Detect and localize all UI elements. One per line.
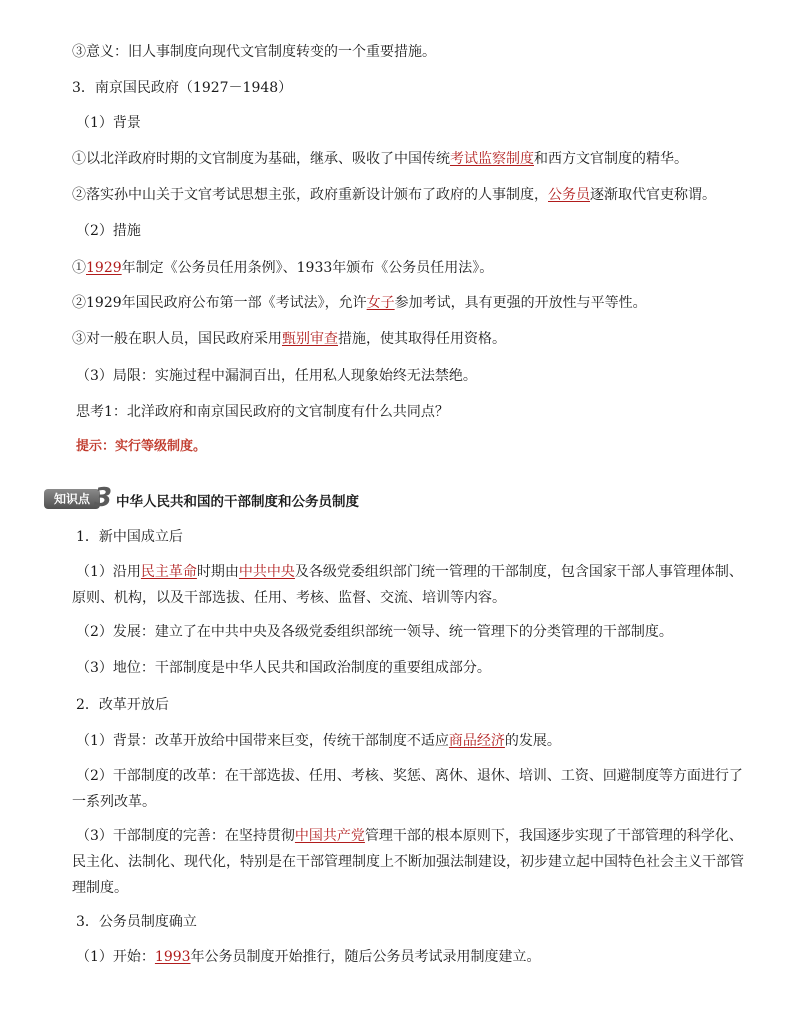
badge-number: 3 [94,483,113,513]
paragraph-adopt: （1）沿用民主革命时期由中共中央及各级党委组织部门统一管理的干部制度，包含国家干部人事管理体制、原则、机构，以及干部选拔、任用、考核、监督、交流、培训等内容。 [72,564,743,606]
paragraph-status: （3）地位：干部制度是中华人民共和国政治制度的重要组成部分。 [76,660,491,676]
heading-new-china: 1．新中国成立后 [76,529,183,545]
heading-reform: 2．改革开放后 [76,697,169,713]
keyword-democratic-revolution: 民主革命 [140,564,197,580]
heading-civil-service: 3．公务员制度确立 [76,914,197,930]
subheading-background: （1）背景 [76,115,141,131]
keyword-screening: 甄别审查 [282,331,338,347]
paragraph-cadre-reform: （2）干部制度的改革：在干部选拔、任用、考核、奖惩、离休、退休、培训、工资、回避制度等方面进行了一系列改革。 [72,768,743,810]
line-measures-3: ③对一般在职人员，国民政府采用甄别审查措施，使其取得任用资格。 [72,331,506,347]
section-title: 中华人民共和国的干部制度和公务员制度 [116,494,359,510]
keyword-cpc-central: 中共中央 [238,564,295,580]
keyword-civil-servant: 公务员 [548,187,590,203]
line-background-1: ①以北洋政府时期的文官制度为基础，继承、吸收了中国传统考试监察制度和西方文官制度的精华。 [72,151,688,167]
line-limitation: （3）局限：实施过程中漏洞百出，任用私人现象始终无法禁绝。 [76,368,477,384]
keyword-cpc: 中国共产党 [294,828,365,844]
line-measures-2: ②1929年国民政府公布第一部《考试法》，允许女子参加考试，具有更强的开放性与平等性。 [72,295,647,311]
knowledge-point-badge [44,483,114,513]
keyword-1993: 1993 [154,949,191,965]
keyword-commodity-economy: 商品经济 [448,733,505,749]
heading-nanjing-government: 3．南京国民政府（1927－1948） [72,80,293,96]
keyword-exam-supervision: 考试监察制度 [450,151,534,167]
line-background-2: ②落实孙中山关于文官考试思想主张，政府重新设计颁布了政府的人事制度，公务员逐渐取代官吏称谓。 [72,187,716,203]
line-question-1: 思考1：北洋政府和南京国民政府的文官制度有什么共同点？ [76,404,449,420]
badge-label: 知识点 [44,489,100,509]
line-measures-1: ①1929年制定《公务员任用条例》、1933年颁布《公务员任用法》。 [72,260,494,276]
paragraph-reform-background: （1）背景：改革开放给中国带来巨变，传统干部制度不适应商品经济的发展。 [76,733,561,749]
paragraph-cadre-improvement: （3）干部制度的完善：在坚持贯彻中国共产党管理干部的根本原则下，我国逐步实现了干部管理的科学化、民主化、法制化、现代化，特别是在干部管理制度上不断加强法制建设，初步建立起中国特色社会主义干部管理制度。 [72,828,744,896]
keyword-1929: 1929 [86,260,122,276]
line-significance: ③意义：旧人事制度向现代文官制度转变的一个重要措施。 [72,44,436,60]
line-hint: 提示：实行等级制度。 [76,439,207,454]
paragraph-civil-service-start: （1）开始：1993年公务员制度开始推行，随后公务员考试录用制度建立。 [76,949,541,965]
subheading-measures: （2）措施 [76,223,141,239]
keyword-women: 女子 [366,295,395,311]
paragraph-development: （2）发展：建立了在中共中央及各级党委组织部统一领导、统一管理下的分类管理的干部制度。 [76,624,673,640]
